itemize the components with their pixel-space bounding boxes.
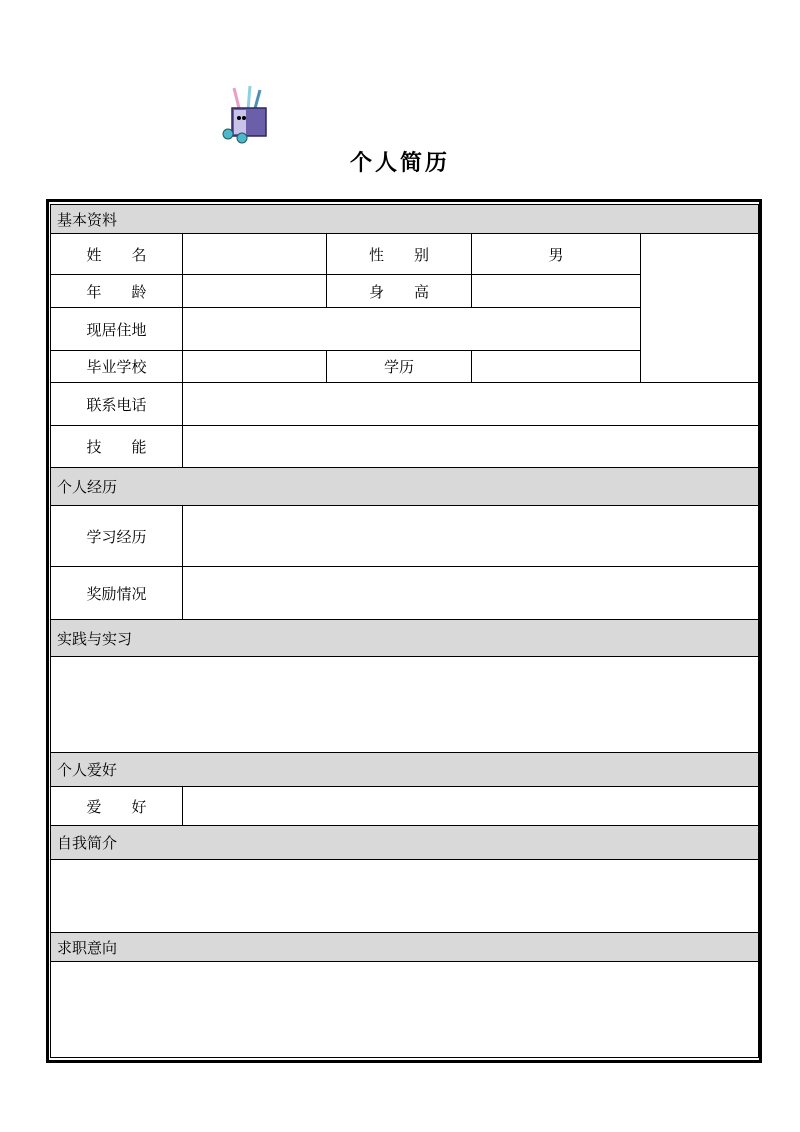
section-intro-header: 自我简介 bbox=[51, 826, 759, 860]
section-experience-header: 个人经历 bbox=[51, 468, 759, 506]
age-field[interactable] bbox=[183, 275, 327, 308]
table-row bbox=[51, 860, 759, 933]
address-label: 现居住地 bbox=[51, 308, 183, 351]
study-field[interactable] bbox=[183, 506, 759, 567]
resume-table bbox=[50, 204, 759, 1058]
table-row bbox=[51, 787, 759, 826]
table-row bbox=[51, 506, 759, 567]
age-label: 年 龄 bbox=[51, 275, 183, 308]
education-label: 学历 bbox=[327, 351, 472, 383]
section-hobby bbox=[51, 753, 759, 787]
section-objective-header: 求职意向 bbox=[51, 933, 759, 962]
table-row bbox=[51, 234, 759, 275]
height-field[interactable] bbox=[472, 275, 641, 308]
intro-field[interactable] bbox=[51, 860, 759, 933]
hobby-label: 爱 好 bbox=[51, 787, 183, 826]
section-practice bbox=[51, 620, 759, 657]
address-field[interactable] bbox=[183, 308, 641, 351]
skills-label: 技 能 bbox=[51, 426, 183, 468]
table-row bbox=[51, 567, 759, 620]
name-field[interactable] bbox=[183, 234, 327, 275]
awards-label: 奖励情况 bbox=[51, 567, 183, 620]
section-basic bbox=[51, 205, 759, 234]
table-row bbox=[51, 657, 759, 753]
photo-box[interactable] bbox=[641, 234, 759, 383]
gender-field[interactable]: 男 bbox=[472, 234, 641, 275]
study-label: 学习经历 bbox=[51, 506, 183, 567]
phone-field[interactable] bbox=[183, 383, 759, 426]
section-intro bbox=[51, 826, 759, 860]
table-row bbox=[51, 383, 759, 426]
skills-field[interactable] bbox=[183, 426, 759, 468]
education-field[interactable] bbox=[472, 351, 641, 383]
phone-label: 联系电话 bbox=[51, 383, 183, 426]
school-field[interactable] bbox=[183, 351, 327, 383]
school-label: 毕业学校 bbox=[51, 351, 183, 383]
hobby-field[interactable] bbox=[183, 787, 759, 826]
awards-field[interactable] bbox=[183, 567, 759, 620]
section-basic-header: 基本资料 bbox=[51, 205, 759, 234]
height-label: 身 高 bbox=[327, 275, 472, 308]
objective-field[interactable] bbox=[51, 962, 759, 1058]
section-practice-header: 实践与实习 bbox=[51, 620, 759, 657]
name-label: 姓 名 bbox=[51, 234, 183, 275]
pencil-cup-icon bbox=[220, 84, 272, 144]
section-objective bbox=[51, 933, 759, 962]
gender-label: 性 别 bbox=[327, 234, 472, 275]
table-row bbox=[51, 962, 759, 1058]
table-row bbox=[51, 426, 759, 468]
page-title: 个人简历 bbox=[349, 151, 450, 176]
section-hobby-header: 个人爱好 bbox=[51, 753, 759, 787]
practice-field[interactable] bbox=[51, 657, 759, 753]
section-experience bbox=[51, 468, 759, 506]
